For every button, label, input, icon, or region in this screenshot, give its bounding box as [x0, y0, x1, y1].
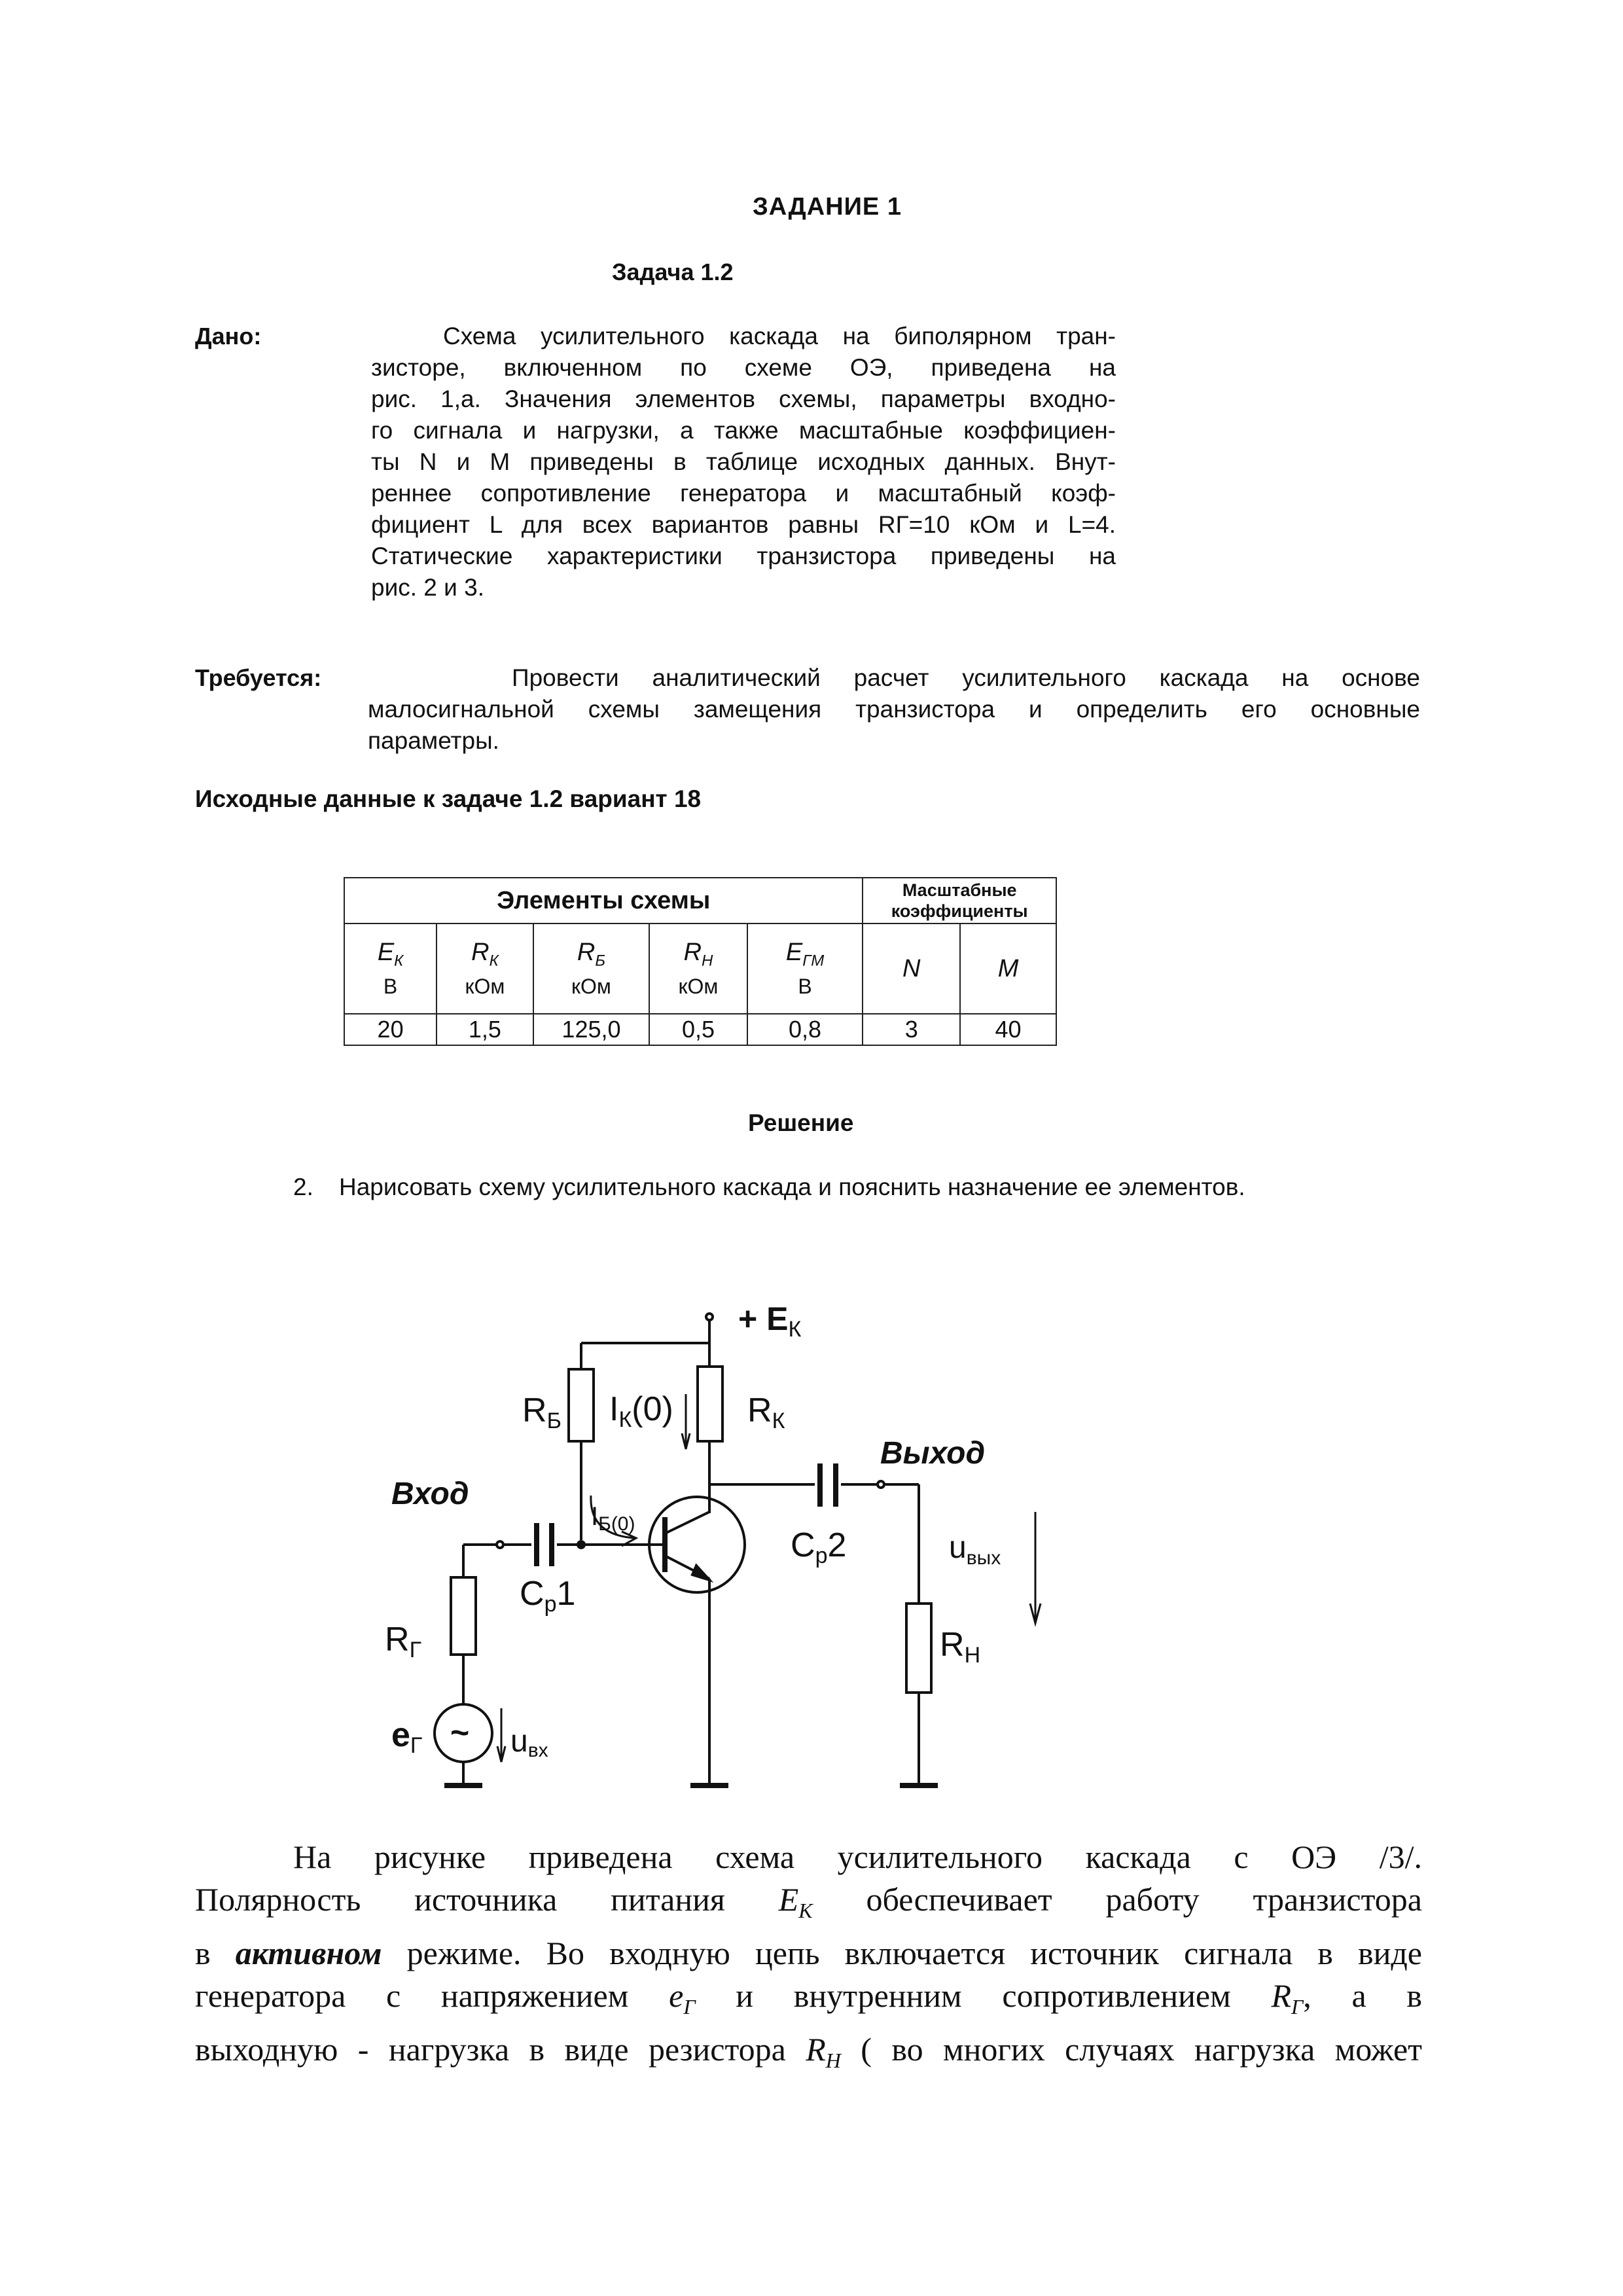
body-line-5: выходную - нагрузка в виде резистора $R_Н$ ( во многих случаях нагрузка может — [195, 2031, 1422, 2072]
table-value-rb: 125,0 — [533, 1014, 650, 1045]
table-value-n: 3 — [863, 1014, 960, 1045]
body-line-2: Полярность источника питания $E_K$ обеспечивает работу транзистора — [195, 1881, 1422, 1922]
given-line-7: фициент L для всех вариантов равны RГ=10 кОм и L=4. — [371, 511, 1116, 538]
table-header-ek: $E_К$ В — [344, 924, 437, 1014]
table-header-rk: $R_К$ кОм — [437, 924, 533, 1014]
given-line-6: реннее сопротивление генератора и масштабный коэф- — [371, 480, 1116, 507]
table-group-scale: Масштабные коэффициенты — [863, 878, 1056, 924]
table-group-elements: Элементы схемы — [344, 878, 863, 924]
label-uout: $u_{вых}$ — [949, 1530, 1001, 1569]
label-rb: RБ — [522, 1391, 562, 1433]
label-cp1: Cp1 — [520, 1575, 576, 1617]
label-rk: RК — [747, 1391, 785, 1433]
table-value-egm: 0,8 — [747, 1014, 863, 1045]
given-line-8: Статические характеристики транзистора приведены на — [371, 543, 1116, 569]
given-line-2: зисторе, включенном по схеме ОЭ, приведена на — [371, 354, 1116, 381]
label-supply: + $E_К$ — [738, 1300, 802, 1342]
given-line-1: Схема усилительного каскада на биполярном тран- — [443, 323, 1116, 350]
label-rg: RГ — [385, 1621, 421, 1662]
solution-heading: Решение — [748, 1109, 854, 1136]
table-value-ek: 20 — [344, 1014, 437, 1045]
table-header-m: M — [960, 924, 1056, 1014]
body-paragraph — [195, 1836, 1422, 2082]
resistor-rn — [906, 1604, 931, 1693]
label-output: Выход — [880, 1436, 986, 1471]
given-line-3: рис. 1,а. Значения элементов схемы, параметры входно- — [371, 386, 1116, 412]
solution-step-text: Нарисовать схему усилительного каскада и пояснить назначение ее элементов. — [339, 1174, 1245, 1200]
generator-tilde: ~ — [450, 1714, 470, 1751]
label-input: Вход — [391, 1477, 469, 1511]
required-label: Требуется: — [195, 664, 322, 691]
label-ik: IК(0) — [609, 1390, 673, 1432]
resistor-rg — [451, 1577, 476, 1655]
table-header-n: N — [863, 924, 960, 1014]
table-header-rn: $R_Н$ кОм — [649, 924, 747, 1014]
label-ib: $I_{Б(0)}$ — [591, 1502, 635, 1535]
label-rn: RН — [940, 1626, 981, 1668]
required-line-3: параметры. — [368, 727, 499, 754]
given-line-4: го сигнала и нагрузки, а также масштабные коэффициен- — [371, 417, 1116, 444]
given-line-9: рис. 2 и 3. — [371, 574, 484, 601]
label-uin: uвх — [510, 1724, 548, 1761]
table-header-egm: $E_{ГМ}$ В — [747, 924, 863, 1014]
table-value-rk: 1,5 — [437, 1014, 533, 1045]
body-line-3: в активном режиме. Во входную цепь включается источник сигнала в виде — [195, 1935, 1423, 1971]
body-line-4: генератора с напряжением $e_Г$ и внутренним сопротивлением $R_Г$, а в — [195, 1977, 1422, 2018]
table-value-rn: 0,5 — [649, 1014, 747, 1045]
label-eg: eГ — [391, 1716, 423, 1758]
table-header-rb: $R_Б$ кОм — [533, 924, 650, 1014]
assignment-title: ЗАДАНИЕ 1 — [753, 193, 902, 221]
resistor-rb — [569, 1369, 594, 1441]
task-title: Задача 1.2 — [612, 259, 734, 285]
solution-step-number: 2. — [293, 1174, 313, 1200]
label-cp2: Cp2 — [791, 1526, 847, 1568]
table-value-m: 40 — [960, 1014, 1056, 1045]
data-heading: Исходные данные к задаче 1.2 вариант 18 — [195, 785, 702, 812]
given-line-5: ты N и M приведены в таблице исходных данных. Внут- — [371, 448, 1116, 475]
required-line-2: малосигнальной схемы замещения транзистора и определить его основные — [368, 696, 1420, 723]
given-label: Дано: — [195, 323, 262, 350]
resistor-rk — [698, 1367, 722, 1441]
body-line-1: На рисунке приведена схема усилительного каскада с ОЭ /3/. — [293, 1839, 1422, 1875]
required-line-1: Провести аналитический расчет усилительного каскада на основе — [512, 664, 1420, 691]
